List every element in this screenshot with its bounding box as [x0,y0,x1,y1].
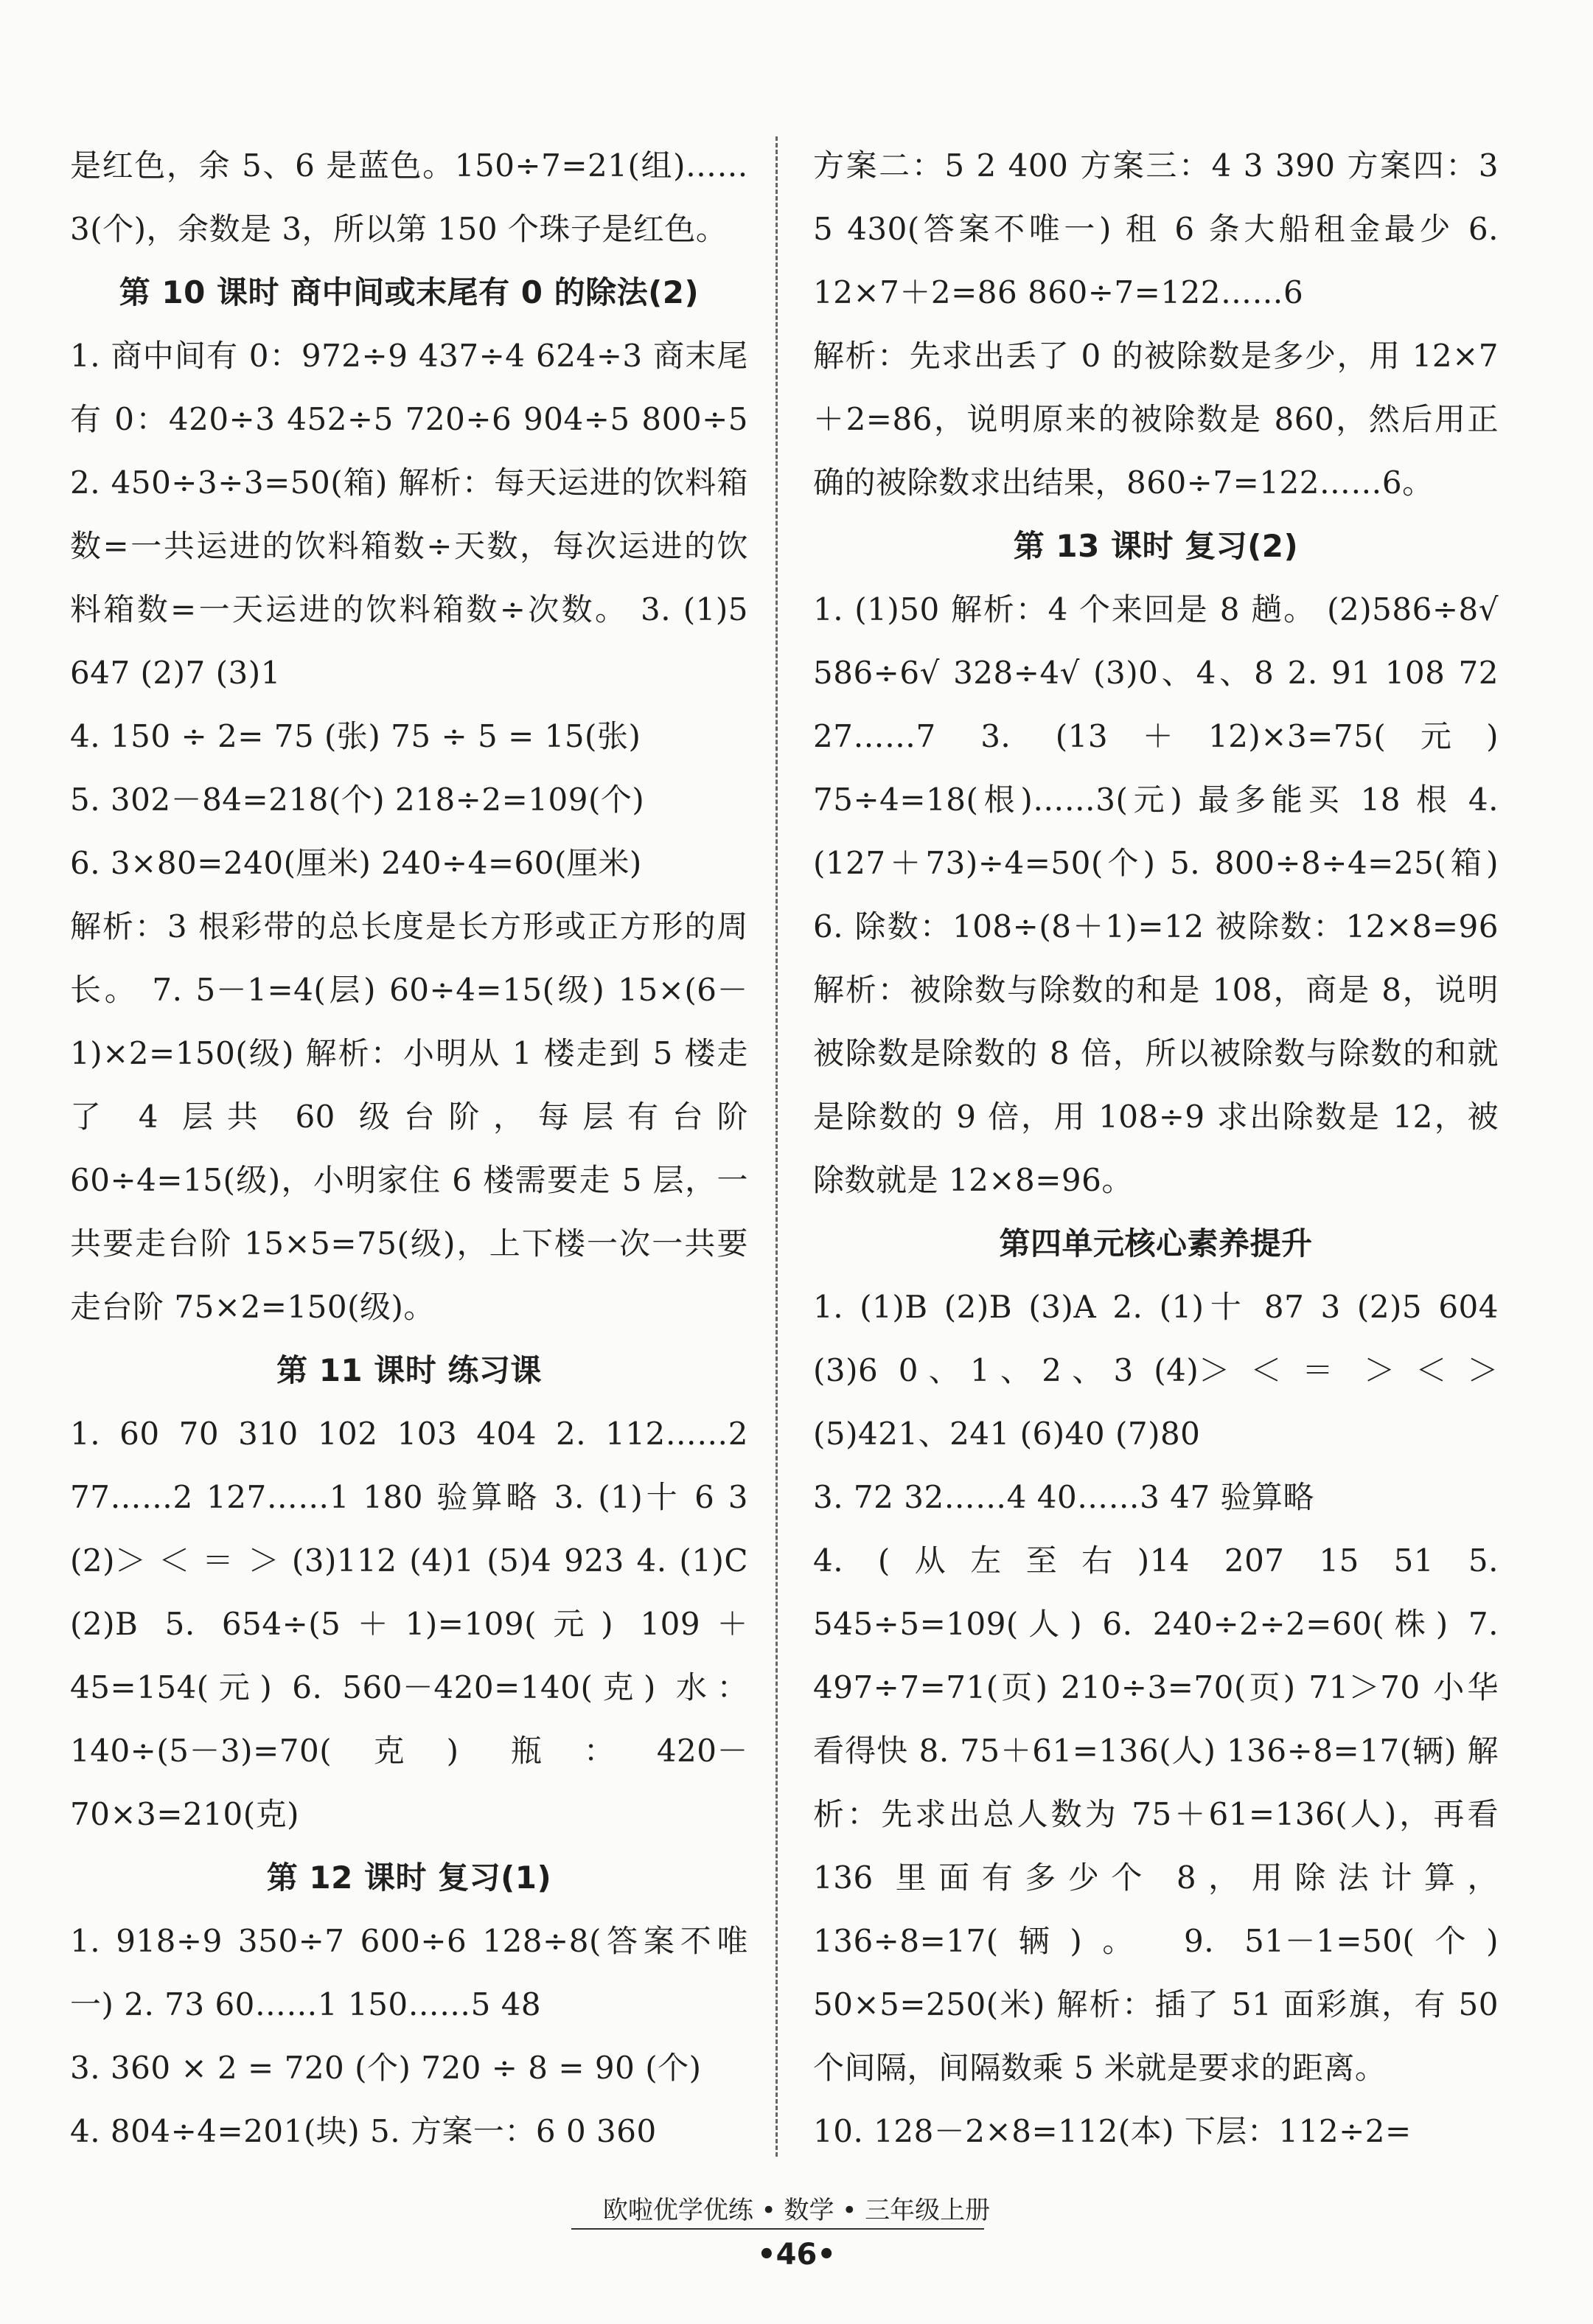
section-heading: 第 10 课时 商中间或末尾有 0 的除法(2) [119,274,700,310]
answer-paragraph: 方案二：5 2 400 方案三：4 3 390 方案四：3 5 430(答案不唯一) 租 6 条大船租金最少 6. 12×7＋2=86 860÷7=122……6 [813,147,1499,310]
section-heading: 第四单元核心素养提升 [999,1225,1313,1262]
left-column [70,134,748,2163]
section-heading: 第 11 课时 练习课 [276,1352,542,1388]
footer-rule [571,2228,984,2230]
answer-paragraph: 解析：先求出丢了 0 的被除数是多少，用 12×7＋2=86，说明原来的被除数是 860，然后用正确的被除数求出结果，860÷7=122……6。 [813,338,1499,501]
page-number: •46• [757,2238,836,2272]
answer-paragraph: 1. (1)50 解析：4 个来回是 8 趟。 (2)586÷8√ 586÷6√ 328÷4√ (3)0、4、8 2. 91 108 72 27……7 3. (13＋12)×3=75(元) 75÷4=18(根)……3(元) 最多能买 18 根 4. (127＋73)÷4=50(个) 5. 800÷8÷4=25(箱) 6. 除数：108÷(8＋1)=12 被除数：12×8=96 解析：被除数与除数的和是 108，商是 8，说明被除数是除数的 8 倍，所以被除数与除数的和就是除数的 9 倍，用 108÷9 求出除数是 12，被除数就是 12×8=96。 [813,591,1499,1198]
answer-paragraph: 3. 360 × 2 = 720 (个) 720 ÷ 8 = 90 (个) [70,2050,702,2086]
answer-paragraph: 4. 804÷4=201(块) 5. 方案一：6 0 360 [70,2113,657,2149]
answer-paragraph: 1. (1)B (2)B (3)A 2. (1)十 87 3 (2)5 604 (3)6 0、1、2、3 (4)＞ ＜ ＝ ＞ ＜ ＞ (5)421、241 (6)40 (7)80 [813,1289,1499,1452]
right-column [813,134,1499,2163]
answer-paragraph: 解析：3 根彩带的总长度是长方形或正方形的周长。 7. 5－1=4(层) 60÷4=15(级) 15×(6－1)×2=150(级) 解析：小明从 1 楼走到 5 楼走了 4 层共 60 级台阶，每层有台阶 60÷4=15(级)，小明家住 6 楼需要走 5 层，一共要走台阶 15×5=75(级)，上下楼一次一共要走台阶 75×2=150(级)。 [70,908,748,1325]
answer-paragraph: 1. 918÷9 350÷7 600÷6 128÷8(答案不唯一) 2. 73 60……1 150……5 48 [70,1923,748,2022]
answer-paragraph: 是红色，余 5、6 是蓝色。150÷7=21(组)……3(个)，余数是 3，所以第 150 个珠子是红色。 [70,147,748,247]
answer-paragraph: 3. 72 32……4 40……3 47 验算略 [813,1479,1315,1515]
column-divider [775,136,778,2157]
section-heading: 第 13 课时 复习(2) [1013,528,1299,564]
answer-paragraph: 4. (从左至右)14 207 15 51 5. 545÷5=109(人) 6. 240÷2÷2=60(株) 7. 497÷7=71(页) 210÷3=70(页) 71＞70 小华看得快 8. 75＋61=136(人) 136÷8=17(辆) 解析：先求出总人数为 75＋61=136(人)，再看 136 里面有多少个 8，用除法计算，136÷8=17(辆)。 9. 51－1=50(个) 50×5=250(米) 解析：插了 51 面彩旗，有 50 个间隔，间隔数乘 5 米就是要求的距离。 [813,1542,1499,2086]
answer-paragraph: 4. 150 ÷ 2= 75 (张) 75 ÷ 5 = 15(张) [70,718,641,754]
answer-paragraph: 6. 3×80=240(厘米) 240÷4=60(厘米) [70,845,642,881]
answer-paragraph: 1. 商中间有 0：972÷9 437÷4 624÷3 商末尾有 0：420÷3 452÷5 720÷6 904÷5 800÷5 2. 450÷3÷3=50(箱) 解析：每天运进的饮料箱数=一共运进的饮料箱数÷天数，每次运进的饮料箱数=一天运进的饮料箱数÷次数。 3. (1)5 647 (2)7 (3)1 [70,338,748,691]
footer-book-title: 欧啦优学优练 • 数学 • 三年级上册 [602,2196,991,2225]
answer-paragraph: 10. 128－2×8=112(本) 下层：112÷2= [813,2113,1412,2149]
answer-paragraph: 5. 302－84=218(个) 218÷2=109(个) [70,782,645,818]
section-heading: 第 12 课时 复习(1) [266,1859,552,1896]
answer-paragraph: 1. 60 70 310 102 103 404 2. 112……2 77……2 127……1 180 验算略 3. (1)十 6 3 (2)＞ ＜ ＝ ＞ (3)112 (4)1 (5)4 923 4. (1)C (2)B 5. 654÷(5＋1)=109(元) 109＋45=154(元) 6. 560－420=140(克) 水：140÷(5－3)=70(克) 瓶：420－70×3=210(克) [70,1416,748,1832]
